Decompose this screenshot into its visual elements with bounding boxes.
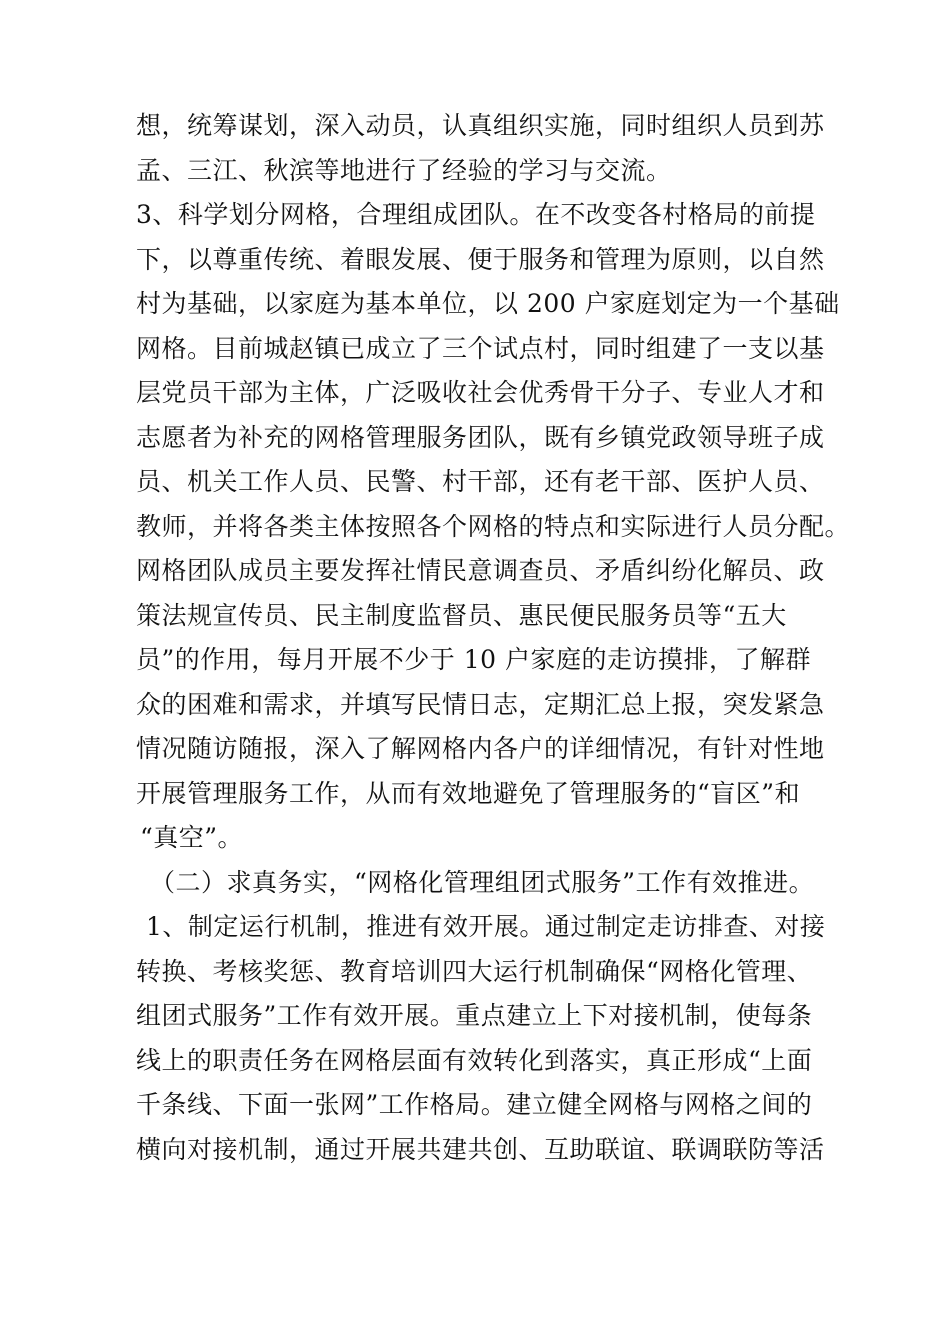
text-line: 网格。目前城赵镇已成立了三个试点村，同时组建了一支以基 — [136, 333, 825, 363]
text-line: 1、制定运行机制，推进有效开展。通过制定走访排查、对接 — [146, 912, 826, 941]
text-line: 千条线、下面一张网”工作格局。建立健全网格与网格之间的 — [136, 1090, 813, 1119]
text-line: 横向对接机制，通过开展共建共创、互助联谊、联调联防等活 — [136, 1134, 825, 1164]
text-line: 教师，并将各类主体按照各个网格的特点和实际进行人员分配。 — [136, 511, 851, 541]
text-line: “真空”。 — [140, 823, 244, 852]
section-heading: （二）求真务实，“网格化管理组团式服务”工作有效推进。 — [150, 867, 815, 897]
text-line: 村为基础，以家庭为基本单位，以 200 户家庭划定为一个基础 — [136, 289, 840, 318]
text-line: 下，以尊重传统、着眼发展、便于服务和管理为原则，以自然 — [136, 244, 825, 274]
text-line: 策法规宣传员、民主制度监督员、惠民便民服务员等“五大 — [136, 600, 787, 630]
text-line: 员”的作用，每月开展不少于 10 户家庭的走访摸排，了解群 — [136, 645, 811, 674]
text-line: 开展管理服务工作，从而有效地避免了管理服务的“盲区”和 — [136, 778, 801, 808]
text-line: 层党员干部为主体，广泛吸收社会优秀骨干分子、专业人才和 — [136, 378, 825, 407]
text-line: 线上的职责任务在网格层面有效转化到落实，真正形成“上面 — [136, 1045, 813, 1075]
text-line: 3、科学划分网格，合理组成团队。在不改变各村格局的前提 — [136, 200, 816, 229]
text-line: 想，统筹谋划，深入动员，认真组织实施，同时组织人员到苏 — [136, 111, 825, 140]
text-line: 众的困难和需求，并填写民情日志，定期汇总上报，突发紧急 — [136, 689, 825, 719]
text-line: 情况随访随报，深入了解网格内各户的详细情况，有针对性地 — [136, 734, 825, 763]
text-line: 转换、考核奖惩、教育培训四大运行机制确保“网格化管理、 — [136, 956, 813, 986]
text-line: 组团式服务”工作有效开展。重点建立上下对接机制，使每条 — [136, 1001, 813, 1030]
text-line: 志愿者为补充的网格管理服务团队，既有乡镇党政领导班子成 — [136, 422, 825, 452]
text-line: 员、机关工作人员、民警、村干部，还有老干部、医护人员、 — [136, 467, 825, 496]
text-line: 孟、三江、秋滨等地进行了经验的学习与交流。 — [136, 155, 672, 185]
text-line: 网格团队成员主要发挥社情民意调查员、矛盾纠纷化解员、政 — [136, 556, 825, 585]
document-body — [136, 104, 856, 1172]
